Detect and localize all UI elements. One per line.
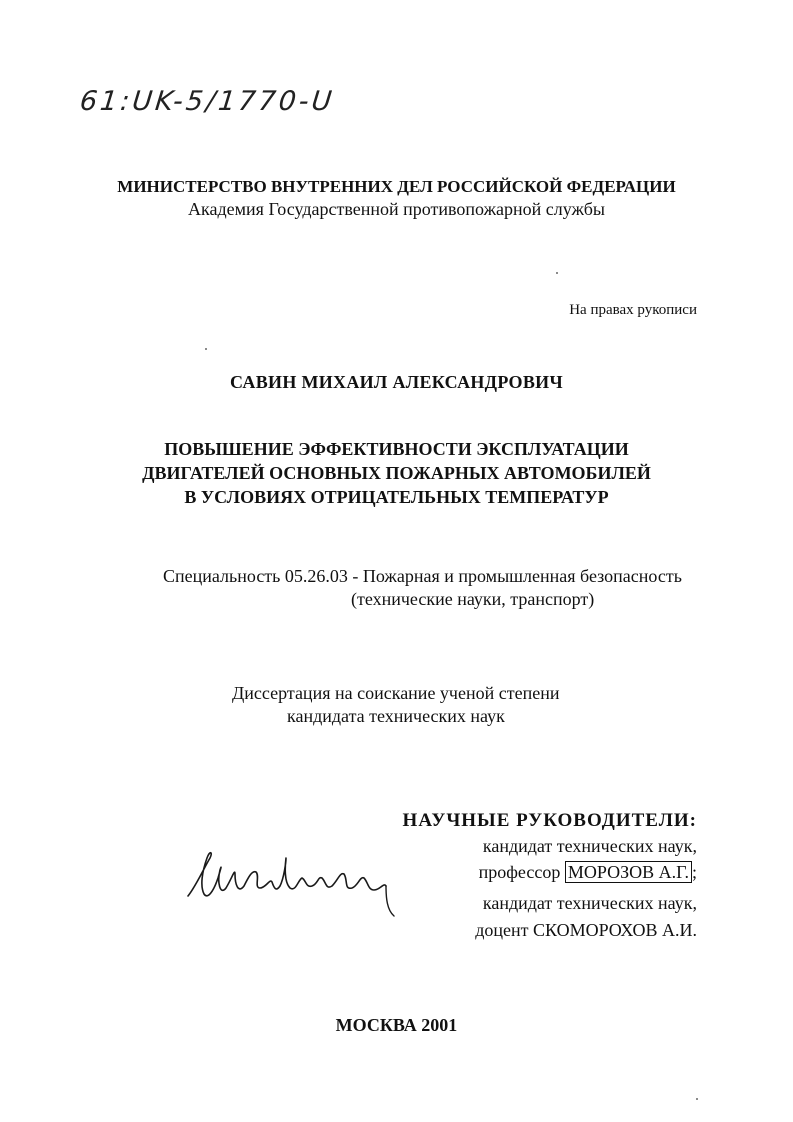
specialty-field: (технические науки, транспорт) bbox=[351, 589, 595, 609]
supervisor-2-degree: кандидат технических наук, bbox=[482, 893, 697, 913]
supervisor-1-title: профессор bbox=[478, 862, 561, 882]
dissertation-title bbox=[0, 437, 793, 509]
supervisor-1-degree: кандидат технических наук, bbox=[482, 836, 697, 856]
academy-name: Академия Государственной противопожарной службы bbox=[188, 199, 605, 219]
supervisor-2-name: доцент СКОМОРОХОВ А.И. bbox=[475, 920, 697, 940]
specialty-line: Специальность 05.26.03 - Пожарная и промышленная безопасность bbox=[163, 566, 682, 586]
archive-code-handwritten: 61:UK-5/1770-U bbox=[78, 86, 337, 117]
title-line: ДВИГАТЕЛЕЙ ОСНОВНЫХ ПОЖАРНЫХ АВТОМОБИЛЕЙ bbox=[142, 463, 651, 483]
supervisor-1-name: МОРОЗОВ А.Г. bbox=[565, 861, 692, 883]
separator: ; bbox=[691, 862, 697, 882]
scan-speck bbox=[696, 1098, 698, 1100]
city-year: МОСКВА 2001 bbox=[335, 1015, 458, 1035]
ministry-name: МИНИСТЕРСТВО ВНУТРЕННИХ ДЕЛ РОССИЙСКОЙ ФЕДЕРАЦИИ bbox=[117, 177, 676, 196]
supervisors-heading: НАУЧНЫЕ РУКОВОДИТЕЛИ: bbox=[402, 810, 697, 831]
author-name: САВИН МИХАИЛ АЛЕКСАНДРОВИЧ bbox=[230, 372, 563, 392]
scan-speck bbox=[205, 348, 207, 350]
scan-speck bbox=[556, 272, 558, 274]
title-line: В УСЛОВИЯХ ОТРИЦАТЕЛЬНЫХ ТЕМПЕРАТУР bbox=[184, 487, 609, 507]
author-signature bbox=[180, 838, 410, 923]
rights-note: На правах рукописи bbox=[569, 302, 697, 318]
supervisor-1-line bbox=[479, 862, 697, 883]
degree-line: Диссертация на соискание ученой степени bbox=[232, 683, 560, 703]
degree-name: кандидата технических наук bbox=[287, 706, 505, 726]
title-line: ПОВЫШЕНИЕ ЭФФЕКТИВНОСТИ ЭКСПЛУАТАЦИИ bbox=[164, 439, 629, 459]
